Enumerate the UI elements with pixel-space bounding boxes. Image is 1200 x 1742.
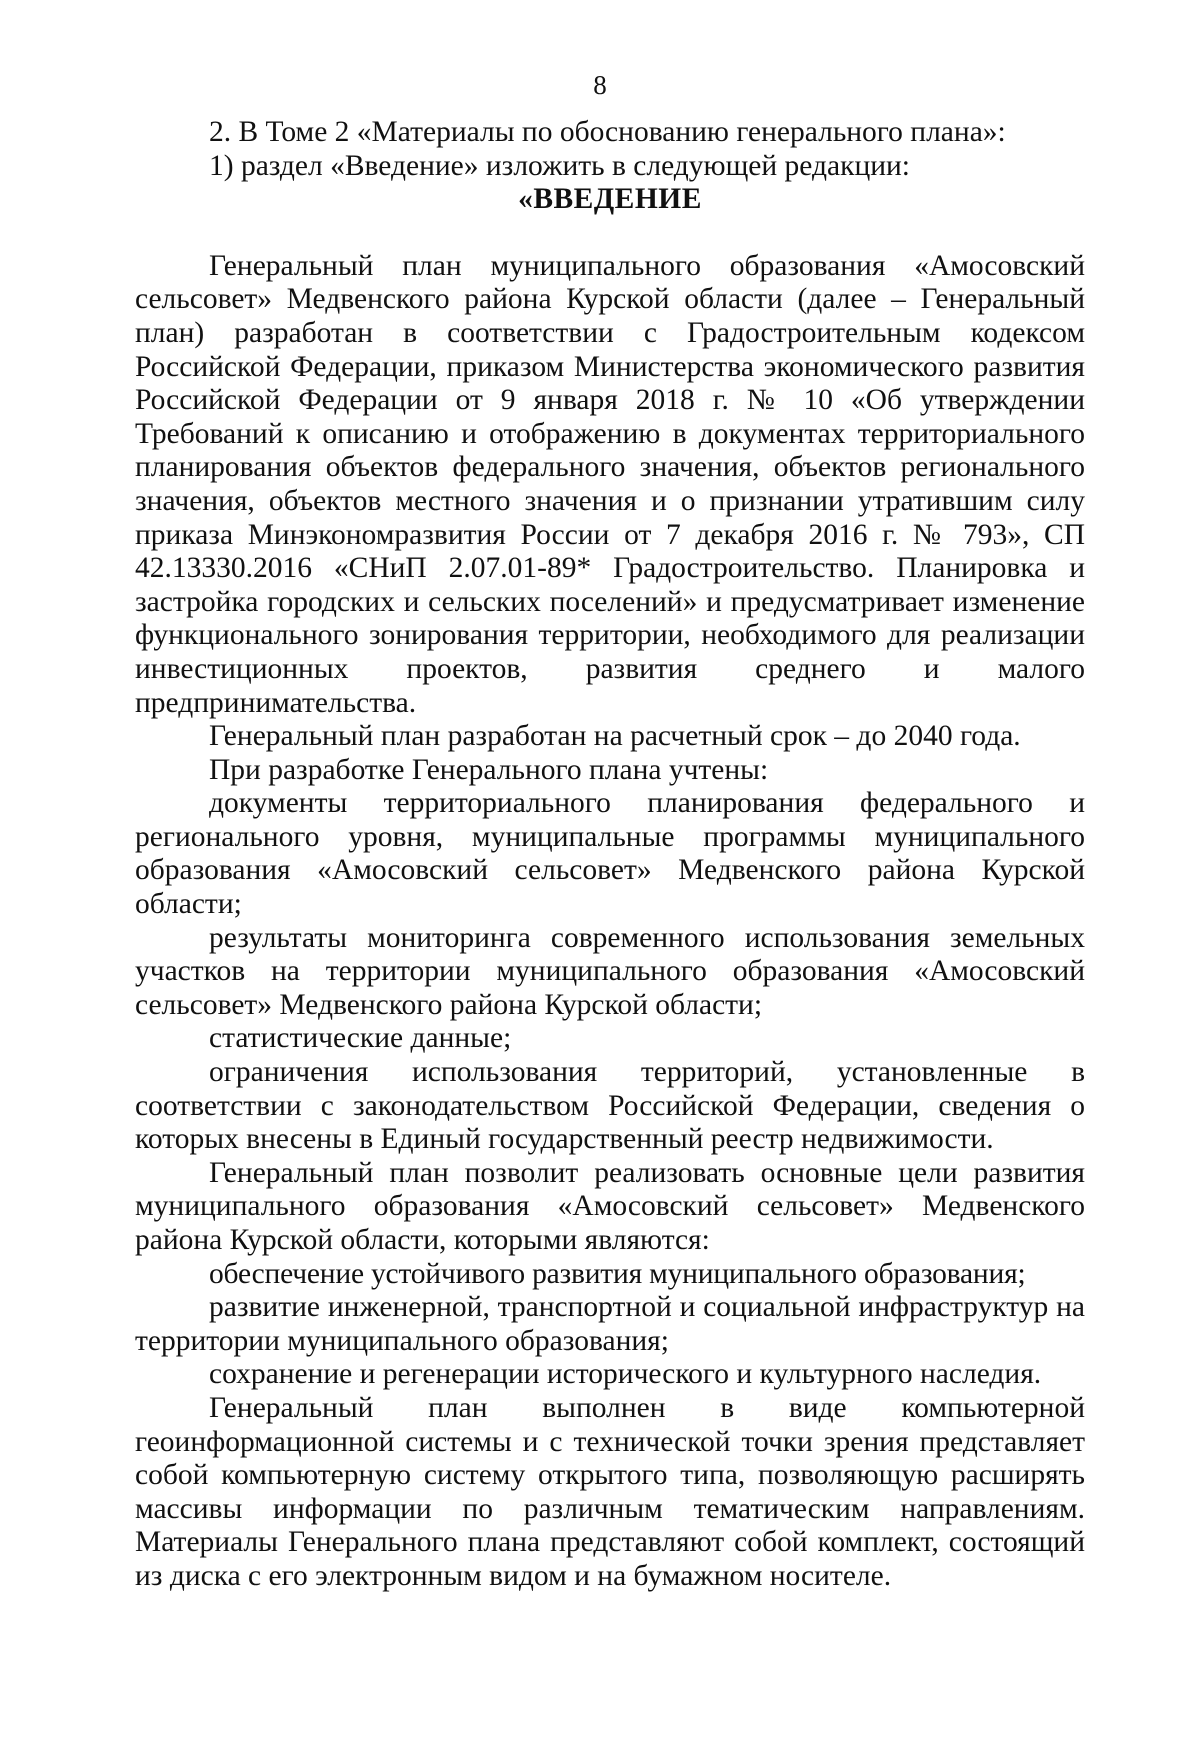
spacer <box>135 217 1085 250</box>
list-item-heritage: сохранение и регенерации исторического и культурного наследия. <box>209 1358 1042 1391</box>
list-item-planning-documents: документы территориального планирования федерального и регионального уровня, муниципальные программы муниципального образования «Амосовский сельсовет» Медвенского района Курской области; <box>135 787 1085 921</box>
intro-line-1: 2. В Томе 2 «Материалы по обоснованию генерального плана»: <box>209 116 1006 148</box>
paragraph-gis-format: Генеральный план выполнен в виде компьютерной геоинформационной системы и с технической точки зрения представляет собой компьютерную систему открытого типа, позволяющую расширять массивы информации по различным тематическим направлениям. Материалы Генерального плана представляют собой комплект, состоящий из диска с его электронным видом и на бумажном носителе. <box>135 1391 1085 1592</box>
list-item-sustainable-development: обеспечение устойчивого развития муниципального образования; <box>209 1257 1026 1290</box>
paragraph-general-plan-basis: Генеральный план муниципального образования «Амосовский сельсовет» Медвенского района Курской области (далее – Генеральный план) разработан в соответствии с Градостроительным кодексом Российской Федерации, приказом Министерства экономического развития Российской Федерации от 9 января 2018 г. № 10 «Об утверждении Требований к описанию и отображению в документах территориального планирования объектов федерального значения, объектов регионального значения, объектов местного значения и о признании утратившим силу приказа Минэкономразвития России от 7 декабря 2016 г. № 793», СП 42.13330.2016 «СНиП 2.07.01-89* Градостроительство. Планировка и застройка городских и сельских поселений» и предусматривает изменение функционального зонирования территории, необходимого для реализации инвестиционных проектов, развития среднего и малого предпринимательства. <box>135 249 1085 719</box>
paragraph-plan-term: Генеральный план разработан на расчетный срок – до 2040 года. <box>209 720 1021 753</box>
intro-line-2: 1) раздел «Введение» изложить в следующей редакции: <box>209 149 910 182</box>
paragraph-goals-intro: Генеральный план позволит реализовать основные цели развития муниципального образования «Амосовский сельсовет» Медвенского района Курской области, которыми являются: <box>135 1156 1085 1256</box>
list-item-statistics: статистические данные; <box>209 1022 512 1055</box>
page-number: 8 <box>593 70 607 100</box>
list-item-restrictions: ограничения использования территорий, установленные в соответствии с законодательством Российской Федерации, сведения о которых внесены в Единый государственный реестр недвижимости. <box>135 1056 1085 1156</box>
paragraph-considered-intro: При разработке Генерального плана учтены: <box>209 753 769 786</box>
document-body <box>135 116 1085 1594</box>
list-item-monitoring-results: результаты мониторинга современного использования земельных участков на территории муниципального образования «Амосовский сельсовет» Медвенского района Курской области; <box>135 921 1085 1021</box>
list-item-infrastructure: развитие инженерной, транспортной и социальной инфраструктур на территории муниципального образования; <box>135 1291 1085 1357</box>
section-heading: «ВВЕДЕНИЕ <box>518 183 702 216</box>
